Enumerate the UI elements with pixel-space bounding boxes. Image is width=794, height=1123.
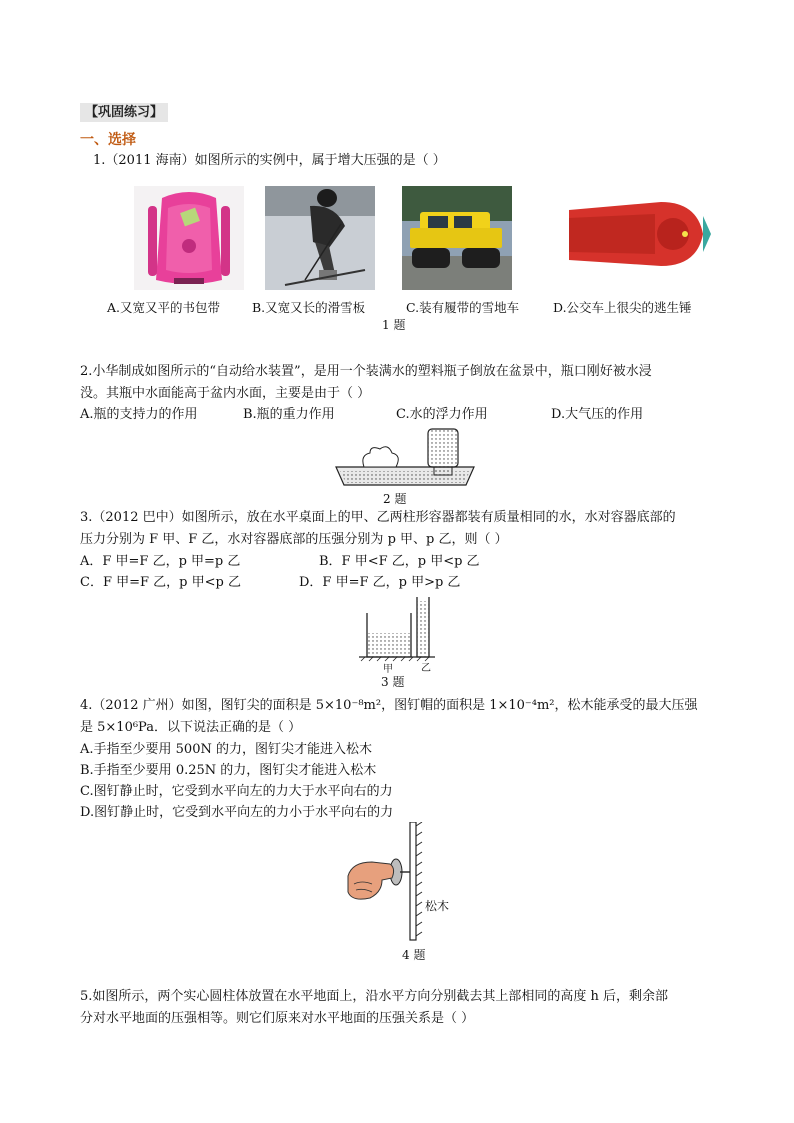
- section-title: 一、选择: [80, 132, 136, 148]
- q3-figure-label: 3 题: [381, 675, 405, 689]
- q2-option-b: B.瓶的重力作用: [243, 407, 335, 422]
- q3-option-b: B．F 甲<F 乙，p 甲<p 乙: [319, 554, 480, 569]
- q4-stem-line2: 是 5×10⁶Pa．以下说法正确的是（ ）: [80, 720, 302, 735]
- label-yi: 乙: [421, 663, 431, 674]
- q2-option-c: C.水的浮力作用: [396, 407, 488, 422]
- q1-figure-label: 1 题: [382, 318, 406, 332]
- q4-option-a: A.手指至少要用 500N 的力，图钉尖才能进入松木: [80, 742, 372, 757]
- wood-label: 松木: [425, 899, 450, 913]
- q3-option-c: C．F 甲=F 乙，p 甲<p 乙: [80, 575, 241, 590]
- q3-option-a: A．F 甲=F 乙，p 甲=p 乙: [80, 554, 241, 569]
- water-feeder-diagram: [330, 425, 480, 495]
- q3-stem-line2: 压力分别为 F 甲、F 乙，水对容器底部的压强分别为 p 甲、p 乙，则（ ）: [80, 532, 508, 547]
- q1-stem: 1.（2011 海南）如图所示的实例中，属于增大压强的是（ ）: [93, 153, 446, 168]
- label-jia: 甲: [383, 664, 393, 675]
- q1-option-c: C.装有履带的雪地车: [406, 300, 520, 315]
- thumbtack-diagram: [342, 822, 442, 946]
- q5-stem-line2: 分对水平地面的压强相等。则它们原来对水平地面的压强关系是（ ）: [80, 1011, 475, 1026]
- q1-option-d: D.公交车上很尖的逃生锤: [553, 300, 692, 315]
- q2-stem-line2: 没。其瓶中水面能高于盆内水面，主要是由于（ ）: [80, 386, 371, 401]
- school-bag-photo: [134, 186, 244, 290]
- q2-option-d: D.大气压的作用: [551, 407, 644, 422]
- q2-stem-line1: 2.小华制成如图所示的“自动给水装置”，是用一个装满水的塑料瓶子倒放在盆景中，瓶口刚好被水浸: [80, 364, 652, 379]
- two-containers-diagram: [355, 595, 435, 669]
- q4-stem-line1: 4.（2012 广州）如图，图钉尖的面积是 5×10⁻⁸m²，图钉帽的面积是 1×10⁻⁴m²，松木能承受的最大压强: [80, 698, 698, 713]
- section-tag: 【巩固练习】: [80, 103, 168, 122]
- q3-stem-line1: 3.（2012 巴中）如图所示，放在水平桌面上的甲、乙两柱形容器都装有质量相同的水，水对容器底部的: [80, 510, 676, 525]
- q1-option-a: A.又宽又平的书包带: [107, 300, 221, 315]
- q2-figure-label: 2 题: [383, 492, 407, 506]
- q4-figure-label: 4 题: [402, 948, 426, 962]
- escape-hammer-photo: [565, 188, 713, 282]
- q4-option-b: B.手指至少要用 0.25N 的力，图钉尖才能进入松木: [80, 763, 377, 778]
- q3-option-d: D．F 甲=F 乙，p 甲>p 乙: [299, 575, 461, 590]
- skier-photo: [265, 186, 375, 290]
- q2-option-a: A.瓶的支持力的作用: [80, 407, 198, 422]
- q5-stem-line1: 5.如图所示，两个实心圆柱体放置在水平地面上，沿水平方向分别截去其上部相同的高度 h 后，剩余部: [80, 989, 669, 1004]
- q1-option-b: B.又宽又长的滑雪板: [252, 300, 366, 315]
- q4-option-d: D.图钉静止时，它受到水平向左的力小于水平向右的力: [80, 805, 394, 820]
- snow-vehicle-photo: [402, 186, 512, 290]
- q4-option-c: C.图钉静止时，它受到水平向左的力大于水平向右的力: [80, 784, 393, 799]
